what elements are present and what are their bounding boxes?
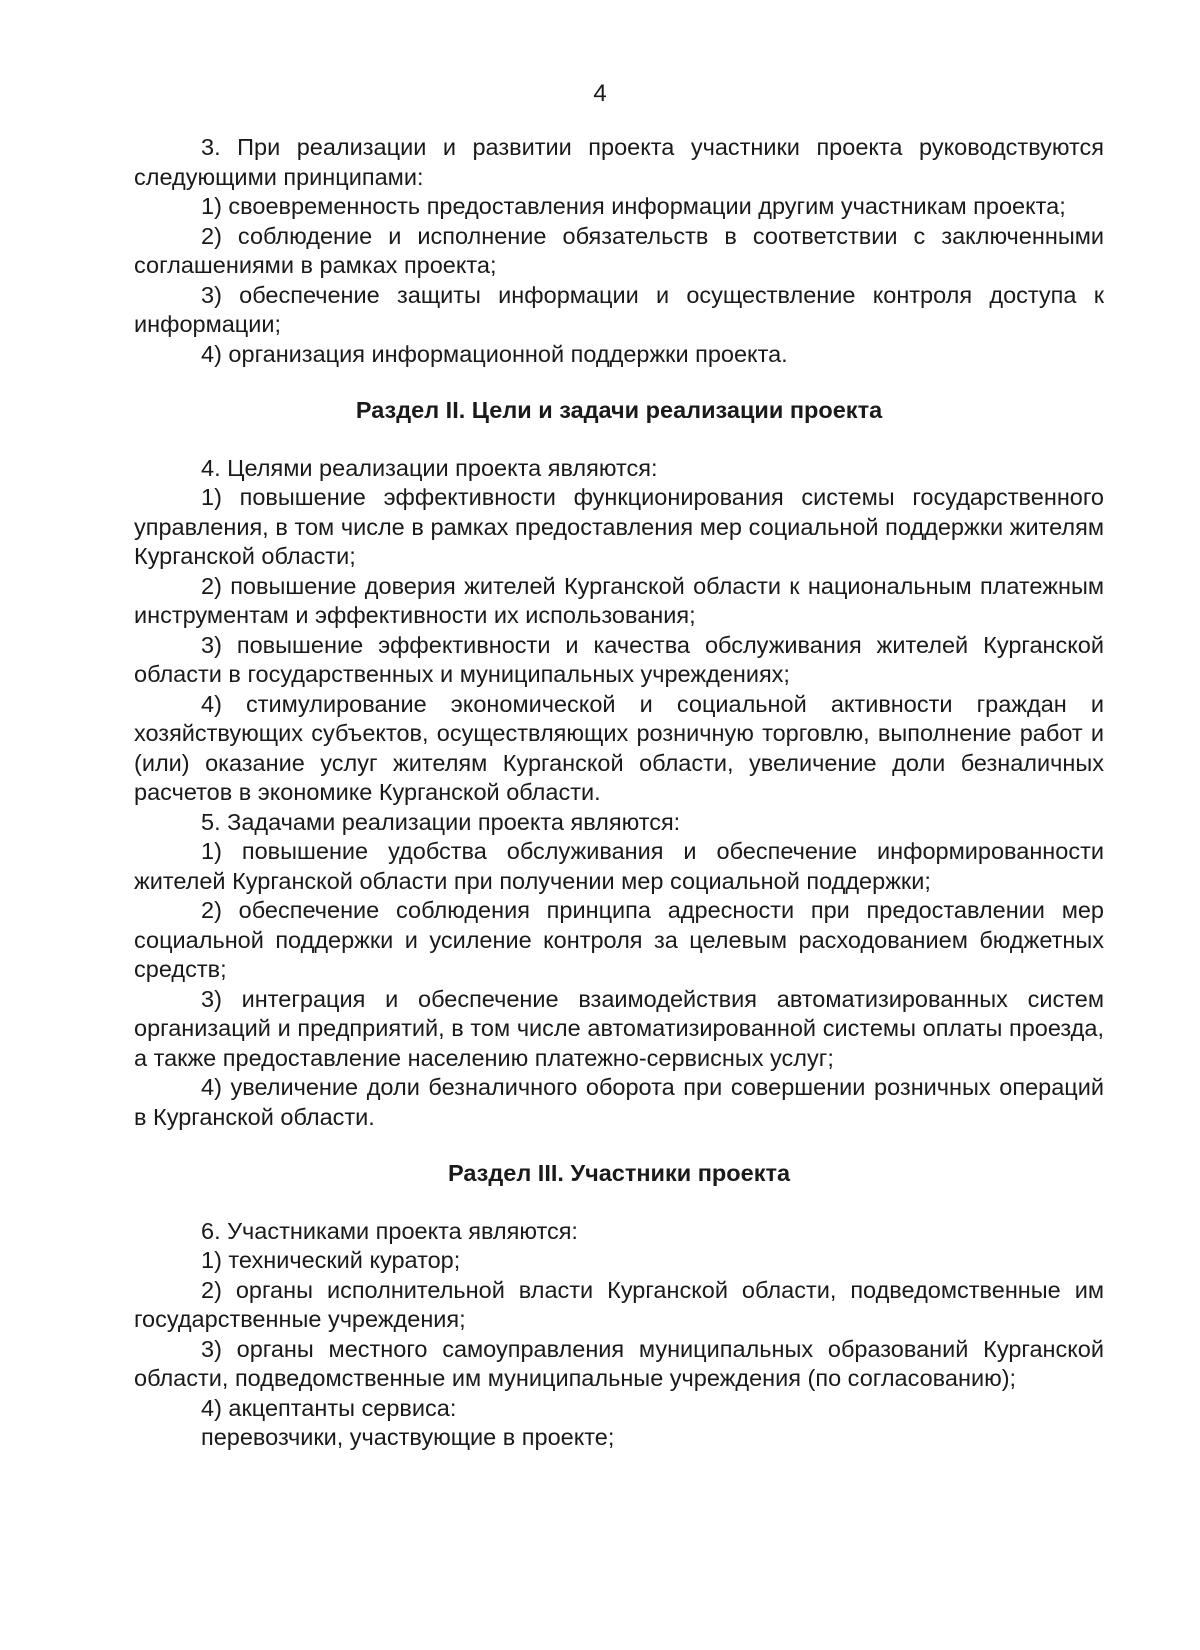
list-item: перевозчики, участвующие в проекте;	[201, 1424, 615, 1450]
paragraph: 3. При реализации и развитии проекта участники проекта руководствуются следующими принципами:	[134, 134, 1104, 190]
section-heading: Раздел III. Участники проекта	[447, 1160, 791, 1186]
page-number: 4	[593, 80, 607, 107]
list-item: 4) акцептанты сервиса:	[201, 1394, 457, 1421]
list-item: 3) повышение эффективности и качества обслуживания жителей Курганской области в государственных и муниципальных учреждениях;	[134, 631, 1104, 687]
list-item: 3) обеспечение защиты информации и осуществление контроля доступа к информации;	[134, 281, 1104, 337]
list-item: 1) повышение удобства обслуживания и обеспечение информированности жителей Курганской области при получении мер социальной поддержки;	[134, 838, 1104, 894]
document-body	[134, 133, 1104, 1453]
paragraph: 4. Целями реализации проекта являются:	[201, 454, 658, 481]
section-heading: Раздел II. Цели и задачи реализации проекта	[355, 397, 883, 423]
list-item: 2) повышение доверия жителей Курганской области к национальным платежным инструментам и эффективности их использования;	[134, 572, 1104, 628]
list-item: 4) стимулирование экономической и социальной активности граждан и хозяйствующих субъектов, осуществляющих розничную торговлю, выполнение работ и (или) оказание услуг жителям Курганской области, увеличение доли безналичных расчетов в экономике Курганской области.	[134, 690, 1104, 805]
paragraph: 6. Участниками проекта являются:	[201, 1217, 578, 1244]
list-item: 2) соблюдение и исполнение обязательств в соответствии с заключенными соглашениями в рамках проекта;	[134, 222, 1104, 278]
list-item: 1) повышение эффективности функционирования системы государственного управления, в том числе в рамках предоставления мер социальной поддержки жителям Курганской области;	[134, 484, 1104, 569]
list-item: 3) интеграция и обеспечение взаимодействия автоматизированных систем организаций и предприятий, в том числе автоматизированной системы оплаты проезда, а также предоставление населению платежно-сервисных услуг;	[134, 985, 1104, 1071]
list-item: 1) своевременность предоставления информации другим участникам проекта;	[201, 193, 1066, 219]
paragraph: 5. Задачами реализации проекта являются:	[201, 808, 681, 835]
list-item: 1) технический куратор;	[201, 1247, 461, 1273]
list-item: 4) увеличение доли безналичного оборота при совершении розничных операций в Курганской области.	[134, 1074, 1104, 1130]
list-item: 2) обеспечение соблюдения принципа адресности при предоставлении мер социальной поддержки и усиление контроля за целевым расходованием бюджетных средств;	[134, 897, 1104, 982]
list-item: 4) организация информационной поддержки проекта.	[201, 340, 788, 367]
list-item: 2) органы исполнительной власти Курганской области, подведомственные им государственные учреждения;	[134, 1276, 1104, 1332]
list-item: 3) органы местного самоуправления муниципальных образований Курганской области, подведомственные им муниципальные учреждения (по согласованию);	[134, 1335, 1104, 1391]
